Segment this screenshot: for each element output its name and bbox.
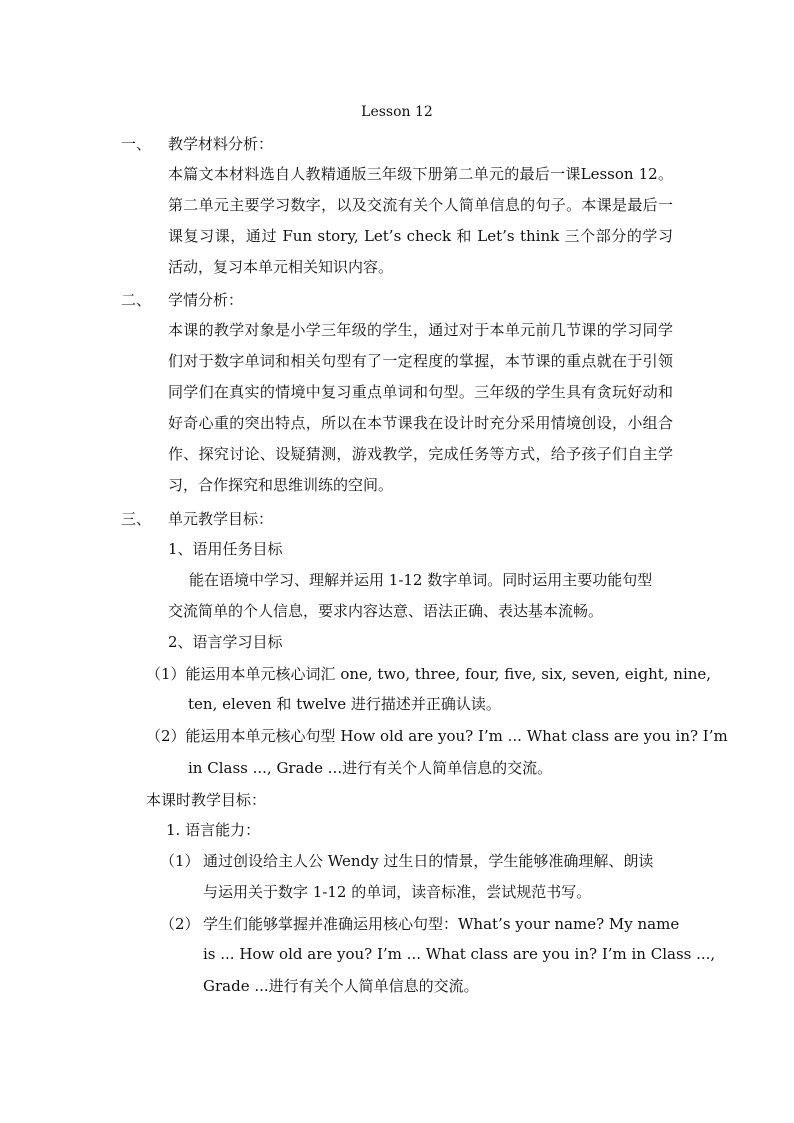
lesson-goals-p1-line2: 与运用关于数字 1-12 的单词，读音标准，尝试规范书写。 — [203, 883, 592, 901]
lesson-goals-p2-line1: 学生们能够掌握并准确运用核心句型：What’s your name? My name — [203, 915, 680, 933]
lesson-goals-p2-line2: is ... How old are you? I’m ... What class are you in? I’m in Class ..., — [203, 945, 716, 963]
page-title: Lesson 12 — [361, 104, 433, 120]
lesson-goals-title: 本课时教学目标： — [146, 791, 267, 809]
section3-title: 单元教学目标： — [168, 510, 274, 528]
section2-title: 学情分析： — [168, 291, 244, 309]
lesson-goals-item1-title: 1. 语言能力： — [166, 821, 261, 839]
section3-sub1-line2: ten, eleven 和 twelve 进行描述并正确认读。 — [188, 695, 501, 713]
section3-number: 三、 — [121, 510, 152, 528]
lesson-goals-p2-number: （2） — [160, 915, 200, 933]
section3-item1-title: 1、语用任务目标 — [168, 540, 283, 558]
lesson-goals-p2-line3: Grade ...进行有关个人简单信息的交流。 — [203, 977, 479, 995]
section1-body: 本篇文本材料选自人教精通版三年级下册第二单元的最后一课Lesson 12。第二单元主要学习数字，以及交流有关个人简单信息的句子。本课是最后一课复习课，通过 Fun story, Let’s check 和 Let’s think 三个部分的学习活动，复习本单元相关知识内容。 — [168, 165, 673, 276]
section1-title: 教学材料分析： — [168, 135, 274, 153]
section3-item1-line2: 交流简单的个人信息，要求内容达意、语法正确、表达基本流畅。 — [168, 602, 604, 620]
section1-number: 一、 — [121, 135, 152, 153]
lesson-goals-p1-number: （1） — [160, 852, 200, 870]
section3-item1-line1: 能在语境中学习、理解并运用 1-12 数字单词。同时运用主要功能句型 — [189, 571, 653, 589]
section3-item2-title: 2、语言学习目标 — [168, 633, 283, 651]
lesson-goals-p1-line1: 通过创设给主人公 Wendy 过生日的情景，学生能够准确理解、朗读 — [203, 852, 654, 870]
section2-body: 本课的教学对象是小学三年级的学生，通过对于本单元前几节课的学习同学们对于数字单词和相关句型有了一定程度的掌握，本节课的重点就在于引领同学们在真实的情境中复习重点单词和句型。三年级的学生具有贪玩好动和好奇心重的突出特点，所以在本节课我在设计时充分采用情境创设，小组合作、探究讨论、设疑猜测，游戏教学，完成任务等方式，给予孩子们自主学习，合作探究和思维训练的空间。 — [168, 321, 673, 494]
section3-sub2-line2: in Class ..., Grade ...进行有关个人简单信息的交流。 — [188, 759, 553, 777]
section3-sub2-line1: （2）能运用本单元核心句型 How old are you? I’m ... What class are you in? I’m — [146, 727, 728, 745]
section3-sub1-line1: （1）能运用本单元核心词汇 one, two, three, four, five, six, seven, eight, nine, — [146, 665, 712, 683]
section2-number: 二、 — [121, 291, 152, 309]
